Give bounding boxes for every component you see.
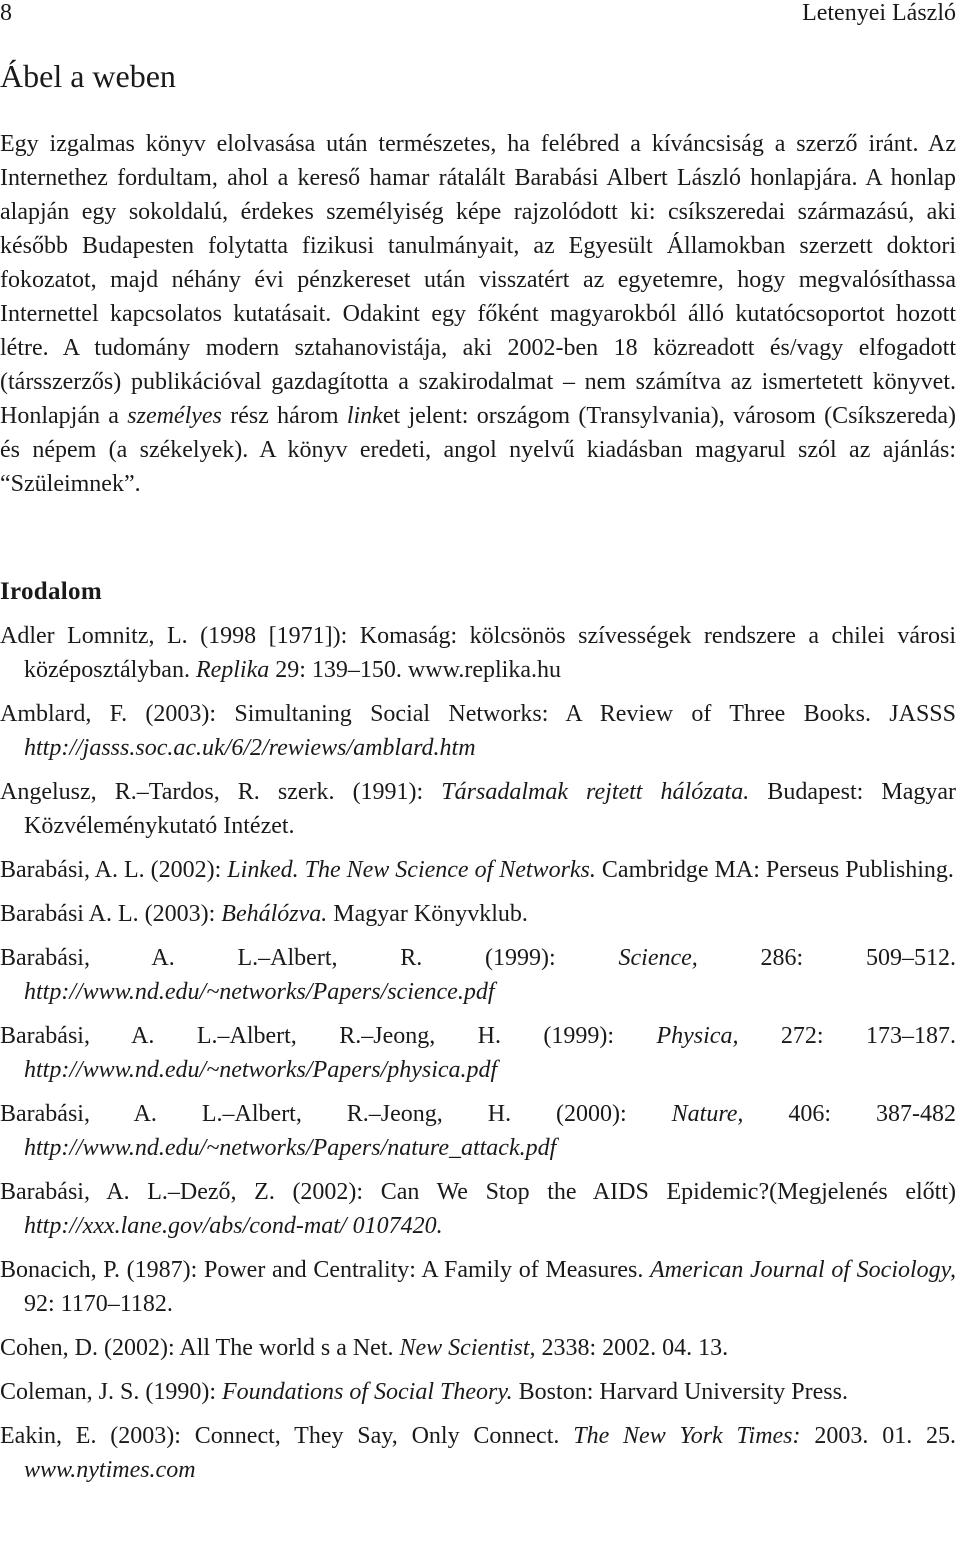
body-paragraph bbox=[0, 127, 956, 501]
reference-item bbox=[0, 853, 956, 887]
ref-italic: Linked. The New Science of Networks. bbox=[227, 857, 596, 883]
reference-item bbox=[0, 1375, 956, 1409]
ref-text: Magyar Könyvklub. bbox=[327, 901, 528, 927]
reference-item bbox=[0, 941, 956, 1009]
ref-italic: Science, bbox=[618, 945, 698, 971]
ref-link[interactable]: www.nytimes.com bbox=[24, 1457, 196, 1483]
ref-text: Adler Lomnitz, L. (1998 [1971]): Komaság: kölcsönös szívességek rendszere a chilei városi középosztályban. bbox=[0, 623, 956, 683]
ref-text: 272: 173–187. bbox=[738, 1023, 956, 1049]
page-title: Ábel a weben bbox=[0, 58, 176, 94]
body-text-3: et jelent: országom (Transylvania), városom (Csíkszereda) és népem (a székelyek). A könyv eredeti, angol nyelvű kiadásban magyarul szól az ajánlás: “Szüleimnek”. bbox=[0, 403, 957, 497]
body-italic-link: link bbox=[346, 403, 383, 429]
body-italic-szemelyes: személyes bbox=[127, 403, 222, 429]
reference-item bbox=[0, 697, 956, 765]
ref-text: Barabási, A. L. (2002): bbox=[0, 857, 228, 883]
reference-item bbox=[0, 1419, 956, 1487]
reference-item bbox=[0, 1253, 956, 1321]
body-text-2: rész három bbox=[221, 403, 347, 429]
reference-item bbox=[0, 1331, 956, 1365]
ref-text: Amblard, F. (2003): Simultaning Social Networks: A Review of Three Books. JASSS bbox=[0, 701, 956, 727]
reference-list bbox=[0, 619, 956, 1497]
ref-text: 2338: 2002. 04. 13. bbox=[535, 1335, 729, 1361]
ref-link[interactable]: http://www.nd.edu/~networks/Papers/science.pdf bbox=[24, 979, 495, 1005]
references-heading: Irodalom bbox=[0, 578, 102, 605]
ref-text: 92: 1170–1182. bbox=[24, 1291, 173, 1317]
ref-italic: Társadalmak rejtett hálózata. bbox=[441, 779, 750, 805]
reference-item bbox=[0, 897, 956, 931]
ref-link[interactable]: http://xxx.lane.gov/abs/cond-mat/ 0107420. bbox=[24, 1213, 443, 1239]
running-header bbox=[0, 0, 956, 30]
body-text-1: Egy izgalmas könyv elolvasása után természetes, ha felébred a kíváncsiság a szerző iránt. Az Internethez fordultam, ahol a kereső hamar rátalált Barabási Albert László honlapjára. A honlap alapján egy sokoldalú, érdekes személyiség képe rajzolódott ki: csíkszeredai származású, aki később Budapesten folytatta fizikusi tanulmányait, az Egyesült Államokban szerzett doktori fokozatot, majd néhány évi pénzkereset után visszatért az egyetemre, hogy megvalósíthassa Internettel kapcsolatos kutatásait. Odakint egy főként magyarokból álló kutatócsoportot hozott létre. A tudomány modern sztahanovistája, aki 2002-ben 18 közreadott és/vagy elfogadott (társszerzős) publikációval gazdagította a szakirodalmat – nem számítva az ismertetett könyvet. Honlapján a bbox=[0, 131, 956, 429]
ref-text: 286: 509–512. bbox=[697, 945, 957, 971]
reference-item bbox=[0, 1175, 956, 1243]
ref-italic: New Scientist, bbox=[399, 1335, 536, 1361]
ref-text: Cohen, D. (2002): All The world s a Net. bbox=[0, 1335, 400, 1361]
ref-link[interactable]: http://www.nd.edu/~networks/Papers/physica.pdf bbox=[24, 1057, 498, 1083]
reference-item bbox=[0, 1019, 956, 1087]
reference-item bbox=[0, 619, 956, 687]
ref-text: Cambridge MA: Perseus Publishing. bbox=[595, 857, 954, 883]
ref-italic: American Journal of Sociology, bbox=[650, 1257, 956, 1283]
ref-text: Barabási A. L. (2003): bbox=[0, 901, 222, 927]
ref-text: 29: 139–150. www.replika.hu bbox=[269, 657, 561, 683]
ref-italic: Nature, bbox=[671, 1101, 744, 1127]
ref-text: Barabási, A. L.–Albert, R. (1999): bbox=[0, 945, 619, 971]
ref-text: Bonacich, P. (1987): Power and Centrality: A Family of Measures. bbox=[0, 1257, 651, 1283]
ref-text: Eakin, E. (2003): Connect, They Say, Only Connect. bbox=[0, 1423, 574, 1449]
ref-italic: Foundations of Social Theory. bbox=[222, 1379, 513, 1405]
ref-italic: Behálózva. bbox=[221, 901, 328, 927]
ref-text: Budapest: Magyar Közvéleménykutató Intézet. bbox=[24, 779, 957, 839]
ref-text: Barabási, A. L.–Dező, Z. (2002): Can We Stop the AIDS Epidemic?(Megjelenés előtt) bbox=[0, 1179, 956, 1205]
ref-text: Barabási, A. L.–Albert, R.–Jeong, H. (1999): bbox=[0, 1023, 657, 1049]
ref-link[interactable]: http://jasss.soc.ac.uk/6/2/rewiews/amblard.htm bbox=[24, 735, 476, 761]
page-number: 8 bbox=[0, 0, 12, 26]
reference-item bbox=[0, 1097, 956, 1165]
ref-text: 406: 387-482 bbox=[743, 1101, 956, 1127]
running-head-author: Letenyei László bbox=[802, 0, 956, 26]
ref-italic: Physica, bbox=[656, 1023, 739, 1049]
ref-text: Barabási, A. L.–Albert, R.–Jeong, H. (2000): bbox=[0, 1101, 672, 1127]
ref-text: Angelusz, R.–Tardos, R. szerk. (1991): bbox=[0, 779, 442, 805]
ref-text: Coleman, J. S. (1990): bbox=[0, 1379, 222, 1405]
ref-italic: Replika bbox=[195, 657, 270, 683]
ref-link[interactable]: http://www.nd.edu/~networks/Papers/nature_attack.pdf bbox=[24, 1135, 557, 1161]
reference-item bbox=[0, 775, 956, 843]
ref-text: Boston: Harvard University Press. bbox=[512, 1379, 848, 1405]
ref-text: 2003. 01. 25. bbox=[800, 1423, 957, 1449]
ref-italic: The New York Times: bbox=[573, 1423, 801, 1449]
